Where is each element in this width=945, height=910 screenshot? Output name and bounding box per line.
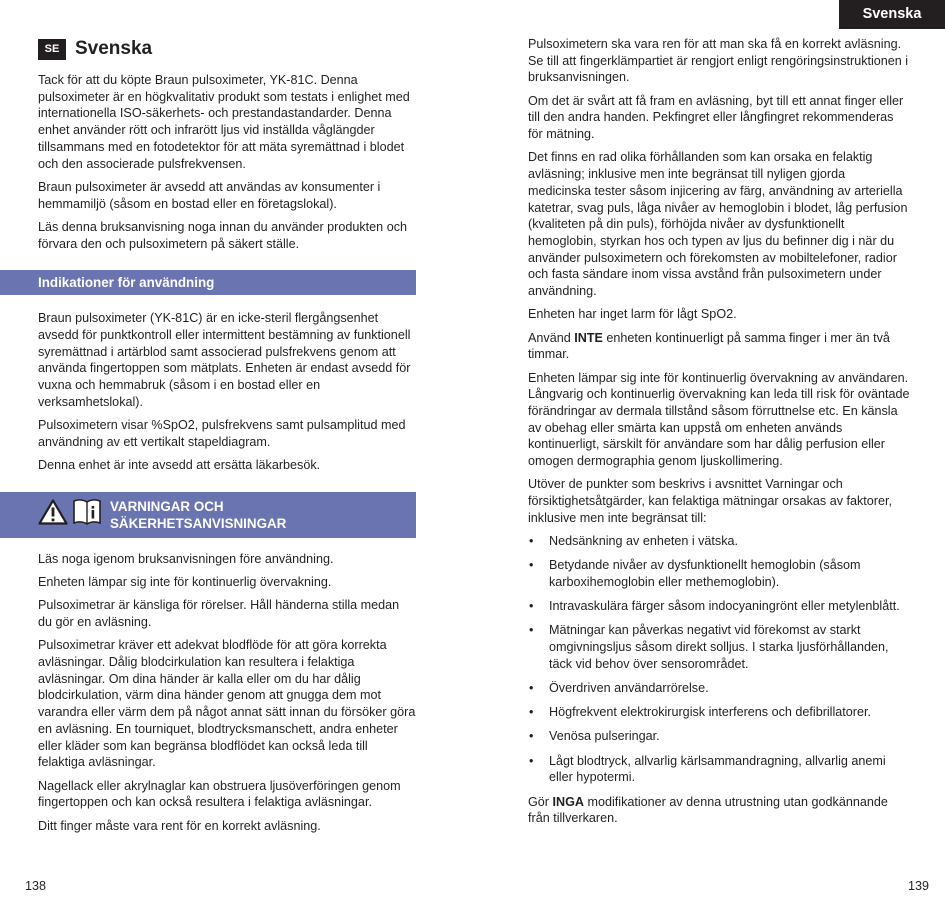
body-paragraph: Utöver de punkter som beskrivs i avsnittet Varningar och försiktighetsåtgärder, kan felaktiga mätningar orsakas av faktorer, inklusive men inte begränsat till: [528, 477, 893, 525]
factor-list [528, 533, 910, 786]
intro-paragraph: Braun pulsoximeter är avsedd att användas av konsumenter i hemmamiljö (såsom en bostad eller en företagslokal). [38, 179, 381, 211]
body-paragraph: Enheten lämpar sig inte för kontinuerlig övervakning av användaren. Långvarig och kontinuerlig övervakning kan leda till risk för oväntade förändringar av dermala tillstånd såsom förruttnelse etc. En känsla av obehag eller smärta kan uppstå om enheten används kontinuerligt, särskilt för användare som har dålig perfusion eller omogen dermographia genom ljuskollimering. [528, 370, 910, 469]
inga-prefix: Gör [528, 794, 553, 809]
list-item-text: Venösa pulseringar. [549, 729, 660, 744]
warnings-heading-line: SÄKERHETSANVISNINGAR [110, 515, 287, 531]
left-page [38, 38, 416, 841]
indications-heading: Indikationer för användning [0, 270, 416, 295]
body-paragraph: Pulsoximetern ska vara ren för att man ska få en korrekt avläsning. Se till att fingerklämpartiet är rengjort enligt rengöringsinstruktionen i bruksanvisningen. [528, 37, 909, 85]
indications-paragraph: Pulsoximetern visar %SpO2, pulsfrekvens samt pulsamplitud med användning av ett vertikalt stapeldiagram. [38, 418, 406, 449]
list-item-text: Högfrekvent elektrokirurgisk interferens och defibrillatorer. [549, 705, 871, 720]
bullet-icon: • [529, 534, 534, 549]
warning-paragraph: Pulsoximetrar är känsliga för rörelser. Håll händerna stilla medan du gör en avläsning. [38, 598, 400, 630]
warning-paragraph: Pulsoximetrar kräver ett adekvat blodflöde för att göra korrekta avläsningar. Dålig blodcirkulation kan resultera i felaktiga avläsningar. Om dina händer är kalla eller om du har dålig blodcirkulation, värm dina händer genom att gnugga dem mot varandra eller värm dem på något annat sätt innan du försöker göra en avläsning. En tourniquet, blodtrycksmanschett, andra enheter eller kläder som kan begränsa blodflödet kan också leda till felaktiga avläsningar. [38, 638, 416, 770]
warnings-heading-line: VARNINGAR OCH [110, 498, 224, 514]
right-page [528, 36, 910, 834]
list-item-text: Nedsänkning av enheten i vätska. [549, 534, 739, 549]
inga-paragraph [528, 794, 910, 827]
language-tab: Svenska [839, 0, 945, 29]
inte-emphasis: INTE [574, 330, 603, 345]
bullet-icon: • [529, 729, 534, 744]
list-item-text: Betydande nivåer av dysfunktionellt hemoglobin (såsom karboxihemoglobin eller methemoglobin). [549, 558, 861, 590]
inte-paragraph [528, 330, 910, 363]
list-item [528, 598, 910, 615]
page-number-right: 139 [908, 879, 930, 893]
warnings-heading [0, 492, 416, 538]
list-item [528, 557, 910, 590]
warning-paragraph: Läs noga igenom bruksanvisningen före användning. [38, 551, 334, 566]
list-item [528, 704, 910, 721]
warning-paragraph: Nagellack eller akrylnaglar kan obstruera ljusöverföringen genom fingertoppen och kan också resultera i felaktiga avläsningar. [38, 778, 401, 810]
body-paragraph: Enheten har inget larm för lågt SpO2. [528, 307, 737, 322]
inte-prefix: Använd [528, 330, 575, 345]
bullet-icon: • [529, 623, 534, 638]
inga-emphasis: INGA [552, 794, 584, 809]
warning-paragraph: Enheten lämpar sig inte för kontinuerlig övervakning. [38, 575, 332, 590]
list-item [528, 728, 910, 745]
indications-paragraph: Denna enhet är inte avsedd att ersätta läkarbesök. [38, 458, 321, 473]
bullet-icon: • [529, 558, 534, 573]
list-item [528, 753, 910, 786]
bullet-icon: • [529, 705, 534, 720]
list-item-text: Mätningar kan påverkas negativt vid förekomst av starkt omgivningsljus såsom direkt solljus. I starka ljusförhållanden, täck vid behov över sensorområdet. [549, 623, 889, 671]
inte-suffix: enheten kontinuerligt på samma finger i mer än två timmar. [528, 330, 890, 362]
list-item-text: Lågt blodtryck, allvarlig kärlsammandragning, allvarlig anemi eller hypotermi. [549, 753, 886, 785]
list-item [528, 622, 910, 672]
bullet-icon: • [529, 753, 534, 768]
warning-triangle-icon [38, 499, 68, 530]
bullet-icon: • [529, 681, 534, 696]
list-item-text: Intravaskulära färger såsom indocyaningrönt eller metylenblått. [549, 599, 900, 614]
instruction-manual-icon [72, 498, 102, 531]
list-item-text: Överdriven användarrörelse. [549, 681, 709, 696]
language-code-badge: SE [38, 39, 66, 60]
body-paragraph: Om det är svårt att få fram en avläsning, byt till ett annat finger eller till den andra handen. Pekfingret eller långfingret rekommenderas för mätning. [528, 93, 904, 142]
warning-paragraph: Ditt finger måste vara rent för en korrekt avläsning. [38, 818, 321, 833]
page-number-left: 138 [25, 879, 47, 893]
section-title-row [38, 38, 416, 60]
list-item [528, 533, 910, 550]
bullet-icon: • [529, 599, 534, 614]
intro-paragraph: Tack för att du köpte Braun pulsoximeter, YK-81C. Denna pulsoximeter är en högkvalitativ produkt som testats i enlighet med internationella ISO-säkerhets- och prestandastandarder. Denna enhet använder rött och infrarött ljus vid inställda våglängder tillsammans med en fotodetektor för att mäta syremättnad i blodet och den associerade pulsfrekvensen. [38, 73, 410, 171]
warning-icons [38, 498, 102, 531]
warnings-heading-text [110, 498, 286, 532]
inga-suffix: modifikationer av denna utrustning utan godkännande från tillverkaren. [528, 794, 888, 826]
page-title: Svenska [75, 38, 153, 59]
intro-paragraph: Läs denna bruksanvisning noga innan du använder produkten och förvara den och pulsoximetern på säkert ställe. [38, 219, 407, 251]
indications-paragraph: Braun pulsoximeter (YK-81C) är en icke-steril flergångsenhet avsedd för punktkontroll eller intermittent bestämning av funktionell syremättnad i artärblod samt associerad pulsfrekvens genom att använda fingertoppen som mätplats. Enheten är endast avsedd för vuxna och hemmabruk (såsom i en bostad eller en verksamhetslokal). [38, 311, 411, 409]
body-paragraph: Det finns en rad olika förhållanden som kan orsaka en felaktig avläsning; inklusive men inte begränsat till nyligen gjorda medicinska tester såsom injicering av färg, användning av arteriella katetrar, svag puls, låga nivåer av hemoglobin i blodet, låg perfusion (kvaliteten på din puls), förhöjda nivåer av dysfunktionellt hemoglobin, styrkan hos och typen av ljus du befinner dig i när du använder pulsoximetern och förekomsten av mobiltelefoner, radior och fasta sändare inom vissa avstånd från pulsoximetern under användning. [528, 150, 908, 299]
list-item [528, 680, 910, 697]
